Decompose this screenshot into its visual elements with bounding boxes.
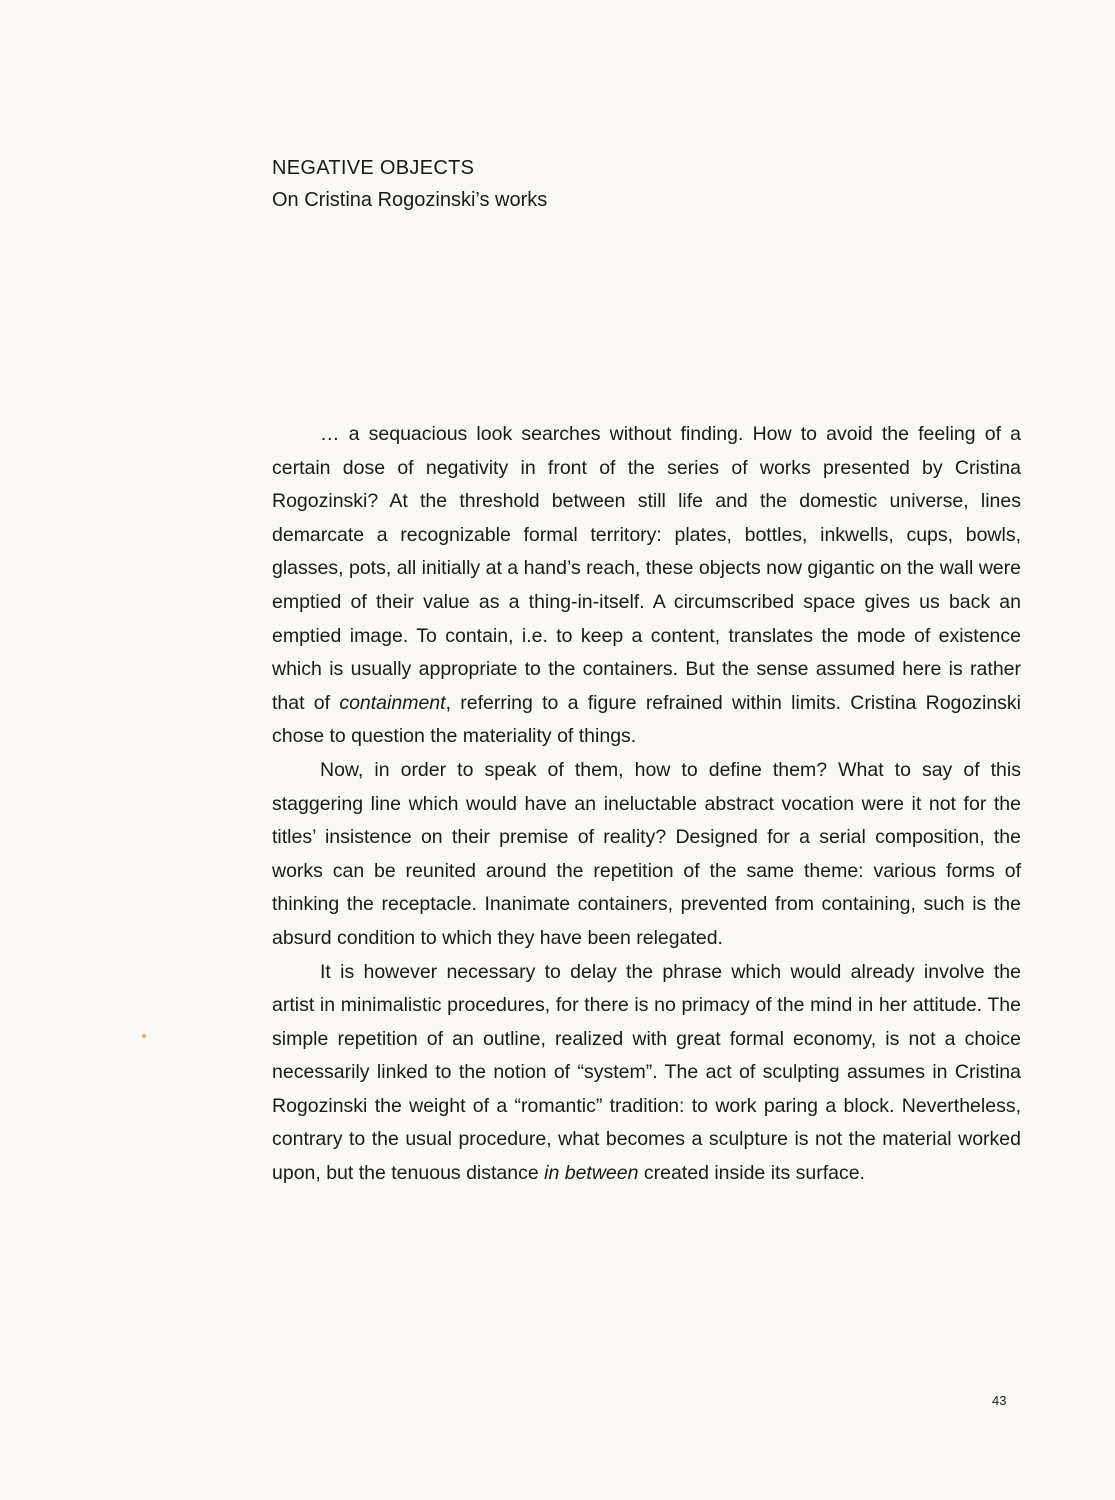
article-title: NEGATIVE OBJECTS (272, 157, 475, 179)
emphasis-in-between: in between (544, 1162, 639, 1185)
title-block (272, 152, 1032, 216)
paragraph-3-text-b: created inside its surface. (638, 1162, 865, 1185)
paragraph-2: Now, in order to speak of them, how to define them? What to say of this staggering line which would have an ineluctable abstract vocation were it not for the titles’ insistence on their premise of reality? Designed for a serial composition, the works can be reunited around the repetition of the same theme: various forms of thinking the receptacle. Inanimate containers, prevented from containing, such is the absurd condition to which they have been relegated. (272, 758, 1021, 949)
paragraph-3 (272, 956, 1021, 1191)
page-number: 43 (992, 1393, 1007, 1408)
article-body (272, 418, 1021, 1191)
article-subtitle: On Cristina Rogozinski’s works (272, 189, 548, 211)
paragraph-3-text-a: It is however necessary to delay the phrase which would already involve the artist in minimalistic procedures, for there is no primacy of the mind in her attitude. The simple repetition of an outline, realized with great formal economy, is not a choice necessarily linked to the notion of “system”. The act of sculpting assumes in Cristina Rogozinski the weight of a “romantic” tradition: to work paring a block. Nevertheless, contrary to the usual procedure, what becomes a sculpture is not the material worked upon, but the tenuous distance (272, 960, 1021, 1185)
paragraph-1-text-a: … a sequacious look searches without finding. How to avoid the feeling of a certain dose of negativity in front of the series of works presented by Cristina Rogozinski? At the threshold between still life and the domestic universe, lines demarcate a recognizable formal territory: plates, bottles, inkwells, cups, bowls, glasses, pots, all initially at a hand’s reach, these objects now gigantic on the wall were emptied of their value as a thing-in-itself. A circumscribed space gives us back an emptied image. To contain, i.e. to keep a content, translates the mode of existence which is usually appropriate to the containers. But the sense assumed here is rather that of (272, 423, 1021, 714)
emphasis-containment: containment (339, 691, 446, 714)
paper-speck (142, 1034, 146, 1038)
paragraph-1-text-b: , referring to a figure refrained within limits. Cristina Rogozinski chose to question the materiality of things. (272, 691, 1021, 748)
paragraph-1 (272, 418, 1021, 754)
